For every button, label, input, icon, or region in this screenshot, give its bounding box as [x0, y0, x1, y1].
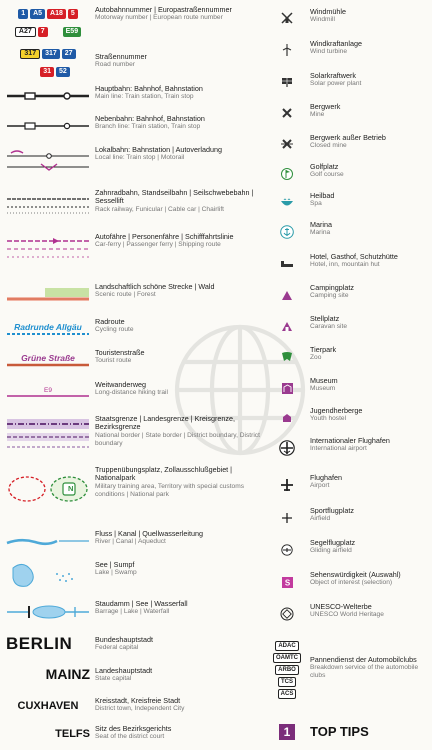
border-lines-icon	[6, 415, 90, 453]
legend-label-en: Seat of the district court	[95, 733, 165, 741]
legend-label-en: Cycling route	[95, 326, 134, 334]
closed-mine-icon	[270, 134, 304, 154]
legend-label-en: Scenic route | Forest	[95, 291, 156, 299]
scenic-route-icon	[6, 283, 90, 307]
legend-label-de: Weitwanderweg	[95, 380, 147, 389]
mine-icon	[270, 103, 304, 123]
legend-label-de: Truppenübungsplatz, Zollausschlußgebiet | Nationalpark	[95, 465, 233, 483]
legend-row-youth-hostel	[268, 407, 432, 429]
legend-row-barrage	[0, 600, 268, 624]
legend-label-de: Lokalbahn: Bahnstation | Autoverladung	[95, 145, 222, 154]
legend-label-en: Motorway number | European route number	[95, 14, 223, 22]
badge-oeamtc: ÖAMTC	[273, 653, 301, 663]
legend-row-object-of-interest	[268, 571, 432, 593]
motorway-shield: A5	[30, 9, 45, 19]
legend-label-de: Campingplatz	[310, 283, 354, 292]
legend-label-en: Zoo	[310, 354, 322, 362]
branch-railway-icon	[6, 115, 90, 137]
legend-row-road-number	[0, 47, 268, 73]
legend-row-branch-line	[0, 115, 268, 137]
legend-row-gliding-airfield	[268, 539, 432, 561]
legend-label-en: Branch line: Train station, Train stop	[95, 123, 201, 131]
legend-row-main-line	[0, 85, 268, 107]
glider-icon	[270, 539, 304, 561]
legend-label-en: Airfield	[310, 515, 331, 523]
unesco-icon	[270, 603, 304, 625]
legend-label-de: Hauptbahn: Bahnhof, Bahnstation	[95, 84, 203, 93]
legend-row-top-tips	[268, 722, 432, 742]
legend-label-de: Nebenbahn: Bahnhof, Bahnstation	[95, 114, 205, 123]
legend-label-en: Camping site	[310, 292, 349, 300]
main-railway-icon	[6, 85, 90, 107]
legend-label-de: Touristenstraße	[95, 348, 145, 357]
motorway-shield: 5	[68, 9, 78, 19]
legend-label-en: Wind turbine	[310, 48, 348, 56]
legend-label-en: Road number	[95, 61, 135, 69]
legend-label-en: Local line: Train stop | Motorail	[95, 154, 185, 162]
ferry-icon	[6, 233, 90, 265]
breakdown-badges	[270, 640, 304, 700]
legend-label-de: Flughafen	[310, 473, 342, 482]
legend-label-en: Museum	[310, 385, 336, 393]
legend-row-lake-swamp	[0, 561, 268, 591]
legend-label-de: Tierpark	[310, 345, 337, 354]
legend-label-de: Golfplatz	[310, 162, 339, 171]
legend-label-en: Mine	[310, 111, 325, 119]
legend-row-cycling-route	[0, 318, 268, 340]
legend-row-mine	[268, 103, 432, 123]
legend-label-de: Marina	[310, 220, 332, 229]
legend-label-en: Federal capital	[95, 644, 139, 652]
legend-label-de: Pannendienst der Automobilclubs	[310, 655, 417, 664]
legend-label-de: Zahnradbahn, Standseilbahn | Seilschwebebahn | Sessellift	[95, 188, 254, 206]
legend-label-de: Bergwerk	[310, 102, 341, 111]
legend-label-en: Lake | Swamp	[95, 569, 137, 577]
legend-label-en: Youth hostel	[310, 415, 347, 423]
tent-icon	[270, 284, 304, 306]
legend-row-state-capital	[0, 663, 268, 685]
legend-label-en: Tourist route	[95, 357, 132, 365]
legend-label-en: Windmill	[310, 16, 335, 24]
top-tip-number: 1	[279, 724, 295, 740]
legend-label-de: Museum	[310, 376, 338, 385]
legend-label-en: Barrage | Lake | Waterfall	[95, 608, 170, 616]
legend-row-local-line	[0, 146, 268, 176]
legend-label-de: Autofähre | Personenfähre | Schifffahrtslinie	[95, 232, 234, 241]
legend-row-international-airport	[268, 437, 432, 459]
legend-label-de: Segelflugplatz	[310, 538, 356, 547]
badge-arboe: ARBÖ	[275, 665, 299, 675]
legend-label-de: Bergwerk außer Betrieb	[310, 133, 386, 142]
legend-label-en: Car-ferry | Passenger ferry | Shipping route	[95, 241, 221, 249]
youth-hostel-icon	[270, 407, 304, 429]
legend-row-closed-mine	[268, 134, 432, 154]
river-icon	[6, 530, 90, 552]
national-park-label: N	[68, 484, 74, 493]
top-tips-title: TOP TIPS	[310, 724, 369, 739]
legend-label-de: Kreisstadt, Kreisfreie Stadt	[95, 696, 181, 705]
legend-label-en: Long-distance hiking trail	[95, 389, 168, 397]
cycling-route-icon	[6, 318, 90, 340]
road-shield: 317	[42, 49, 60, 59]
district-town-sample	[6, 696, 90, 716]
legend-label-en: District town, Independent City	[95, 705, 185, 713]
wind-turbine-icon	[270, 40, 304, 60]
road-shield: 317	[20, 49, 40, 59]
legend-row-scenic-route	[0, 283, 268, 307]
anchor-icon	[270, 221, 304, 243]
legend-label-en: Main line: Train station, Train stop	[95, 93, 194, 101]
legend-row-golf-course	[268, 163, 432, 185]
european-route-shield: E59	[63, 27, 81, 37]
legend-label-en: Military training area, Territory with special customs conditions | National park	[95, 482, 245, 498]
legend-row-river	[0, 530, 268, 552]
road-shield: 27	[62, 49, 76, 59]
legend-row-spa	[268, 192, 432, 214]
legend-label-de: Hotel, Gasthof, Schutzhütte	[310, 252, 398, 261]
legend-label-de: Sehenswürdigkeit (Auswahl)	[310, 570, 401, 579]
legend-label-en: Spa	[310, 200, 322, 208]
legend-row-airport	[268, 474, 432, 496]
golf-icon	[270, 163, 304, 185]
legend-row-motorway	[0, 6, 268, 34]
legend-row-hotel	[268, 253, 432, 275]
barrage-icon	[6, 600, 90, 624]
legend-label-de: Staudamm | See | Wasserfall	[95, 599, 188, 608]
legend-label-de: Jugendherberge	[310, 406, 363, 415]
legend-label-de: Straßennummer	[95, 52, 147, 61]
legend-label-en: River | Canal | Aqueduct	[95, 538, 166, 546]
legend-label-de: Radroute	[95, 317, 125, 326]
legend-row-ferry	[0, 233, 268, 265]
legend-label-de: Sportflugplatz	[310, 506, 354, 515]
road-shield: 31	[40, 67, 54, 77]
tourist-route-label: Grüne Straße	[21, 353, 75, 363]
legend-label-de: Sitz des Bezirksgerichts	[95, 724, 172, 733]
legend-label-de: Windkraftanlage	[310, 39, 362, 48]
legend-row-windmill	[268, 8, 432, 28]
motorway-shield: 7	[38, 27, 48, 37]
legend-label-de: Internationaler Flughafen	[310, 436, 390, 445]
legend-row-unesco	[268, 603, 432, 625]
solar-panel-icon	[270, 72, 304, 92]
state-capital-sample	[6, 663, 90, 685]
sight-icon	[270, 571, 304, 593]
top-tip-marker	[270, 722, 304, 742]
legend-label-en: Closed mine	[310, 142, 347, 150]
international-airport-icon	[270, 437, 304, 459]
caravan-icon	[270, 315, 304, 337]
legend-row-rack-railway	[0, 189, 268, 221]
badge-adac: ADAC	[275, 641, 298, 651]
zoo-icon	[270, 346, 304, 368]
hotel-bed-icon	[270, 253, 304, 275]
legend-label-de: See | Sumpf	[95, 560, 135, 569]
legend-label-de: Autobahnnummer | Europastraßennummer	[95, 5, 232, 14]
legend-label-de: Fluss | Kanal | Quellwasserleitung	[95, 529, 204, 538]
legend-label-de: Staatsgrenze | Landesgrenze | Kreisgrenze, Bezirksgrenze	[95, 414, 235, 432]
legend-row-military-national-park	[0, 466, 268, 512]
legend-label-en: UNESCO World Heritage	[310, 611, 384, 619]
legend-label-en: Airport	[310, 482, 330, 490]
legend-label-en: Marina	[310, 229, 331, 237]
city-label-mainz: MAINZ	[45, 666, 90, 682]
museum-icon	[270, 377, 304, 399]
legend-label-en: Caravan site	[310, 323, 348, 331]
motorway-shield: A18	[47, 9, 66, 19]
legend-label-de: Bundeshauptstadt	[95, 635, 153, 644]
spa-icon	[270, 192, 304, 214]
legend-row-borders	[0, 415, 268, 453]
legend-label-de: Landeshauptstadt	[95, 666, 153, 675]
legend-row-zoo	[268, 346, 432, 368]
legend-row-marina	[268, 221, 432, 243]
city-label-telfs: TELFS	[55, 728, 90, 740]
legend-label-de: Windmühle	[310, 7, 346, 16]
motorway-shields	[6, 6, 90, 34]
city-label-cuxhaven: CUXHAVEN	[17, 700, 79, 712]
road-shield: 52	[56, 67, 70, 77]
legend-row-tourist-route	[0, 349, 268, 371]
legend-row-airfield	[268, 507, 432, 529]
legend-label-en: State capital	[95, 675, 132, 683]
legend-label-de: Landschaftlich schöne Strecke | Wald	[95, 282, 215, 291]
hiking-trail-label: E9	[44, 386, 52, 394]
court-seat-sample	[6, 724, 90, 744]
badge-acs: ACS	[278, 689, 297, 699]
legend-row-court-seat	[0, 724, 268, 744]
windmill-icon	[270, 8, 304, 28]
city-label-berlin: BERLIN	[6, 634, 73, 653]
federal-capital-sample	[6, 632, 90, 656]
legend-row-federal-capital	[0, 632, 268, 656]
legend-row-caravan-site	[268, 315, 432, 337]
legend-row-breakdown-service	[268, 640, 432, 700]
military-park-icon	[6, 466, 90, 512]
legend-label-en: Hotel, inn, mountain hut	[310, 261, 380, 269]
legend-row-museum	[268, 377, 432, 399]
legend-label-de: Stellplatz	[310, 314, 340, 323]
legend-label-de: UNESCO-Welterbe	[310, 602, 372, 611]
airfield-icon	[270, 507, 304, 529]
legend-label-en: Breakdown service of the automobile clubs	[310, 664, 419, 680]
legend-row-solar-power-plant	[268, 72, 432, 92]
legend-label-en: Gliding airfield	[310, 547, 352, 555]
cycling-route-label: Radrunde Allgäu	[14, 322, 82, 332]
legend-row-district-town	[0, 696, 268, 716]
legend-label-de: Heilbad	[310, 191, 335, 200]
road-shields	[6, 47, 90, 73]
motorway-shield: 1	[18, 9, 28, 19]
legend-label-en: Object of interest (selection)	[310, 579, 393, 587]
local-railway-icon	[6, 146, 90, 176]
svg-text:S: S	[284, 578, 290, 587]
legend-label-en: Rack railway, Funicular | Cable car | Chairlift	[95, 205, 224, 213]
rack-railway-icon	[6, 189, 90, 221]
legend-label-en: Golf course	[310, 171, 344, 179]
legend-label-en: National border | State border | District boundary, District boundary	[95, 431, 260, 447]
airport-icon	[270, 474, 304, 496]
legend-label-en: International airport	[310, 445, 367, 453]
motorway-shield: A27	[15, 27, 36, 37]
tourist-route-icon	[6, 349, 90, 371]
lake-swamp-icon	[6, 561, 90, 591]
legend-row-camping	[268, 284, 432, 306]
legend-row-wind-turbine	[268, 40, 432, 60]
legend-row-hiking-trail	[0, 381, 268, 403]
legend-label-de: Solarkraftwerk	[310, 71, 356, 80]
legend-label-en: Solar power plant	[310, 80, 362, 88]
hiking-trail-icon	[6, 381, 90, 403]
badge-tcs: TCS	[278, 677, 296, 687]
